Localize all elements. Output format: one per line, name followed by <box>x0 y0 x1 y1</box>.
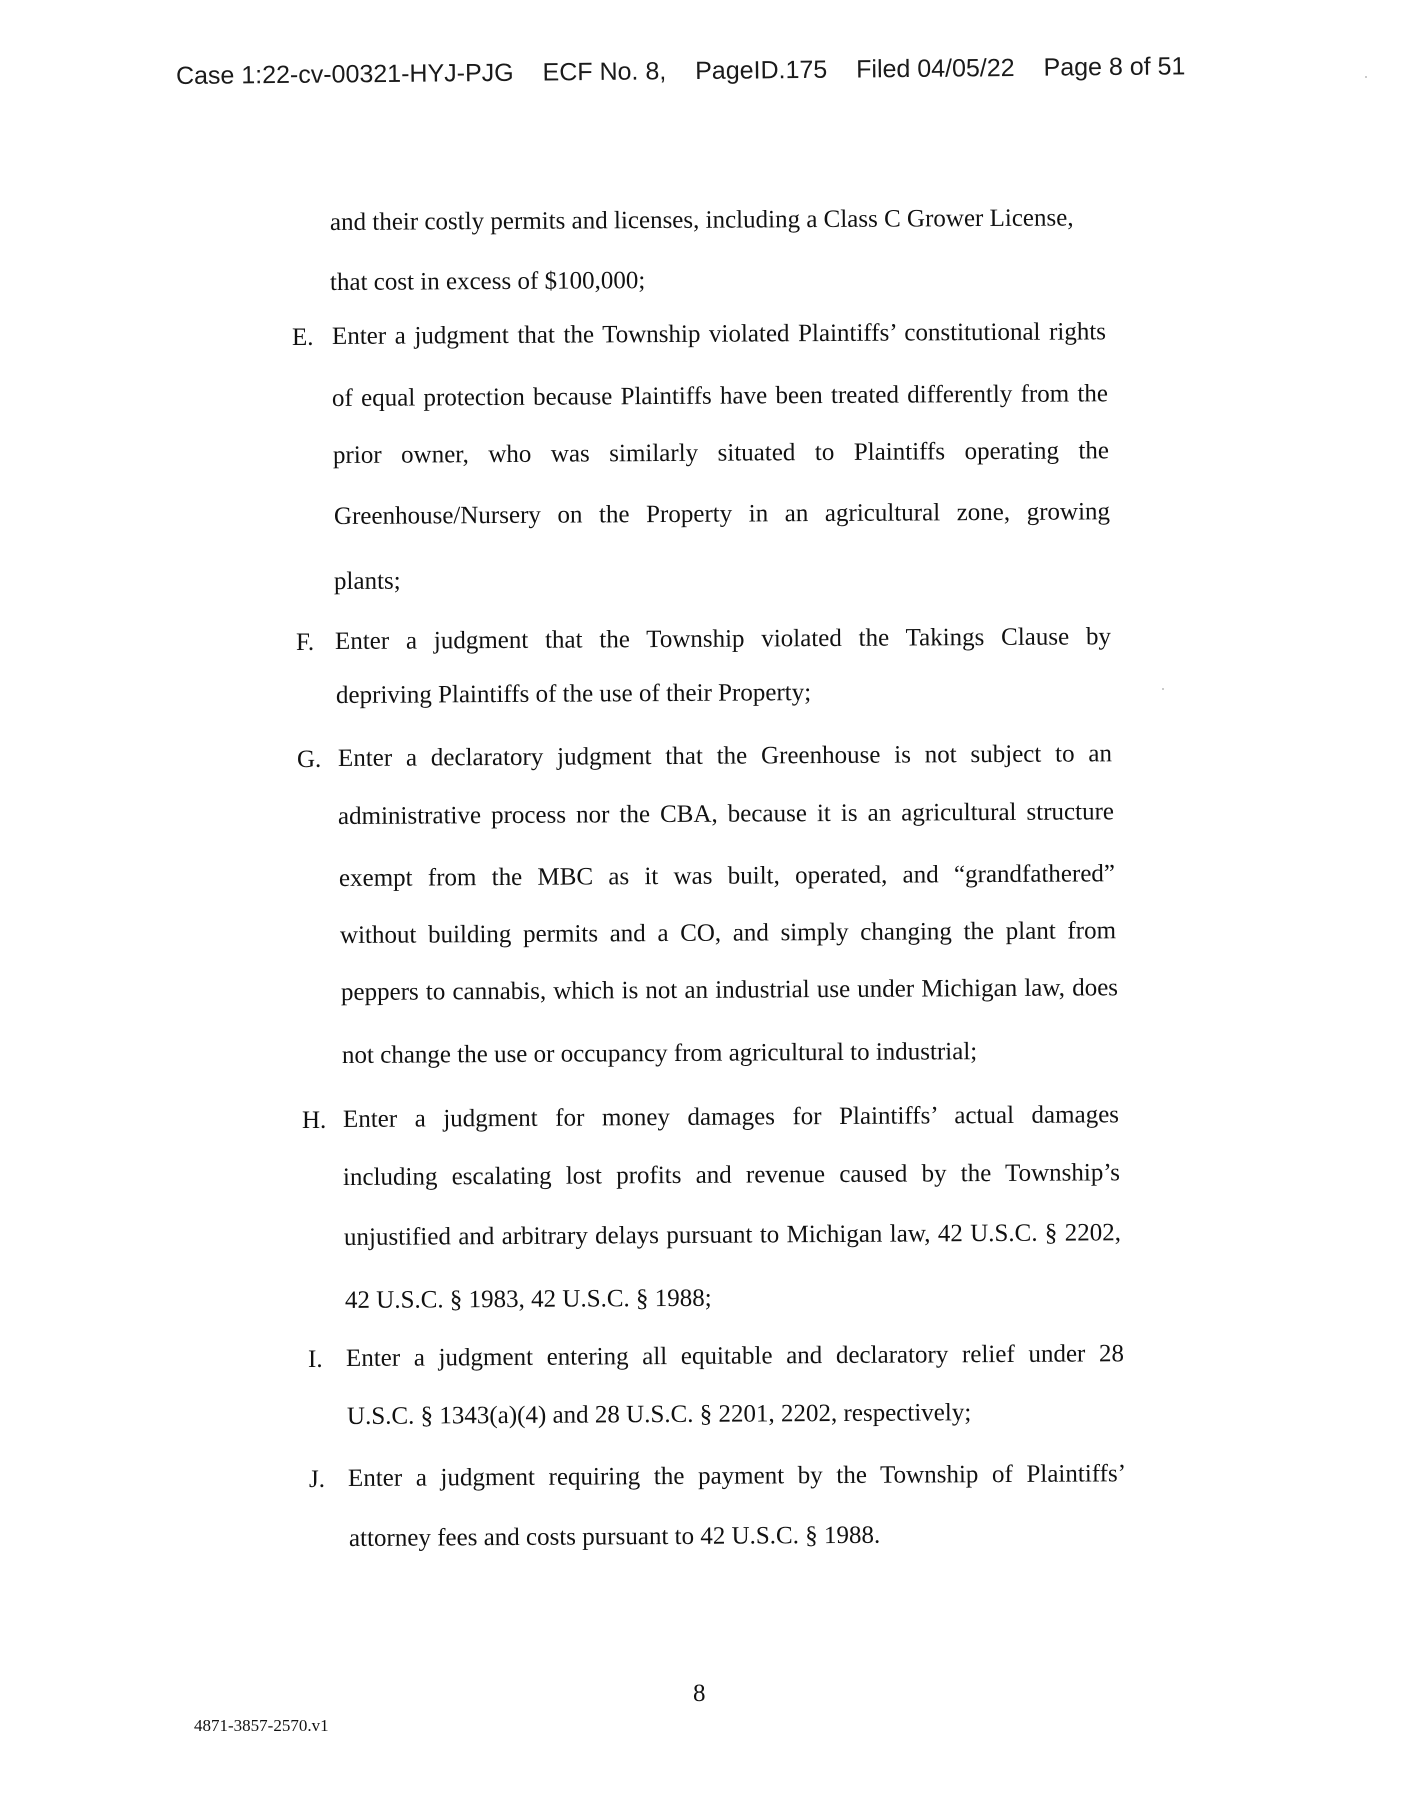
item-marker-g: G. <box>297 746 322 773</box>
item-j-line: Enter a judgment requiring the payment by the Township of Plaintiffs’ <box>347 1460 1127 1492</box>
filed-date: Filed 04/05/22 <box>856 53 1015 84</box>
item-f-line: Enter a judgment that the Township violated the Takings Clause by <box>334 623 1112 655</box>
item-e-line: Enter a judgment that the Township violated Plaintiffs’ constitutional rights <box>331 318 1107 350</box>
page-number: 8 <box>693 1680 706 1707</box>
scan-speck <box>1365 76 1367 78</box>
case-number: Case 1:22-cv-00321-HYJ-PJG <box>175 58 514 90</box>
ecf-number: ECF No. 8, <box>542 57 667 87</box>
item-f-line: depriving Plaintiffs of the use of their Property; <box>335 679 812 709</box>
item-g-line: Enter a declaratory judgment that the Greenhouse is not subject to an <box>337 740 1113 772</box>
item-i-line: Enter a judgment entering all equitable and declaratory relief under 28 <box>345 1340 1125 1372</box>
item-e-line: plants; <box>333 567 401 595</box>
document-id: 4871-3857-2570.v1 <box>194 1716 329 1735</box>
scan-speck <box>1162 688 1164 690</box>
item-g-line: peppers to cannabis, which is not an industrial use under Michigan law, does <box>340 974 1119 1006</box>
item-g-line: administrative process nor the CBA, because it is an agricultural structure <box>337 798 1115 830</box>
item-marker-h: H. <box>302 1107 327 1134</box>
item-g-line: exempt from the MBC as it was built, operated, and “grandfathered” <box>338 860 1116 892</box>
item-g-line: not change the use or occupancy from agricultural to industrial; <box>341 1038 978 1069</box>
item-marker-i: I. <box>308 1346 323 1373</box>
continuation-line: that cost in excess of $100,000; <box>329 267 646 296</box>
item-marker-f: F. <box>296 629 315 656</box>
continuation-line: and their costly permits and licenses, including a Class C Grower License, <box>329 204 1074 236</box>
item-e-line: of equal protection because Plaintiffs have been treated differently from the <box>331 380 1109 412</box>
item-i-line: U.S.C. § 1343(a)(4) and 28 U.S.C. § 2201, 2202, respectively; <box>346 1399 972 1430</box>
item-h-line: including escalating lost profits and revenue caused by the Township’s <box>342 1159 1121 1191</box>
item-j-line: attorney fees and costs pursuant to 42 U.S.C. § 1988. <box>348 1521 881 1552</box>
ecf-header-stamp <box>176 52 1186 91</box>
item-e-line: prior owner, who was similarly situated to Plaintiffs operating the <box>332 437 1110 469</box>
item-g-line: without building permits and a CO, and simply changing the plant from <box>339 917 1117 949</box>
item-marker-e: E. <box>292 324 314 351</box>
item-h-line: 42 U.S.C. § 1983, 42 U.S.C. § 1988; <box>344 1284 712 1314</box>
item-marker-j: J. <box>309 1466 325 1493</box>
item-e-line: Greenhouse/Nursery on the Property in an agricultural zone, growing <box>333 498 1111 530</box>
page-of-total: Page 8 of 51 <box>1043 52 1186 82</box>
item-h-line: unjustified and arbitrary delays pursuant to Michigan law, 42 U.S.C. § 2202, <box>343 1219 1122 1251</box>
page-id: PageID.175 <box>695 55 828 86</box>
item-h-line: Enter a judgment for money damages for Plaintiffs’ actual damages <box>342 1101 1120 1133</box>
